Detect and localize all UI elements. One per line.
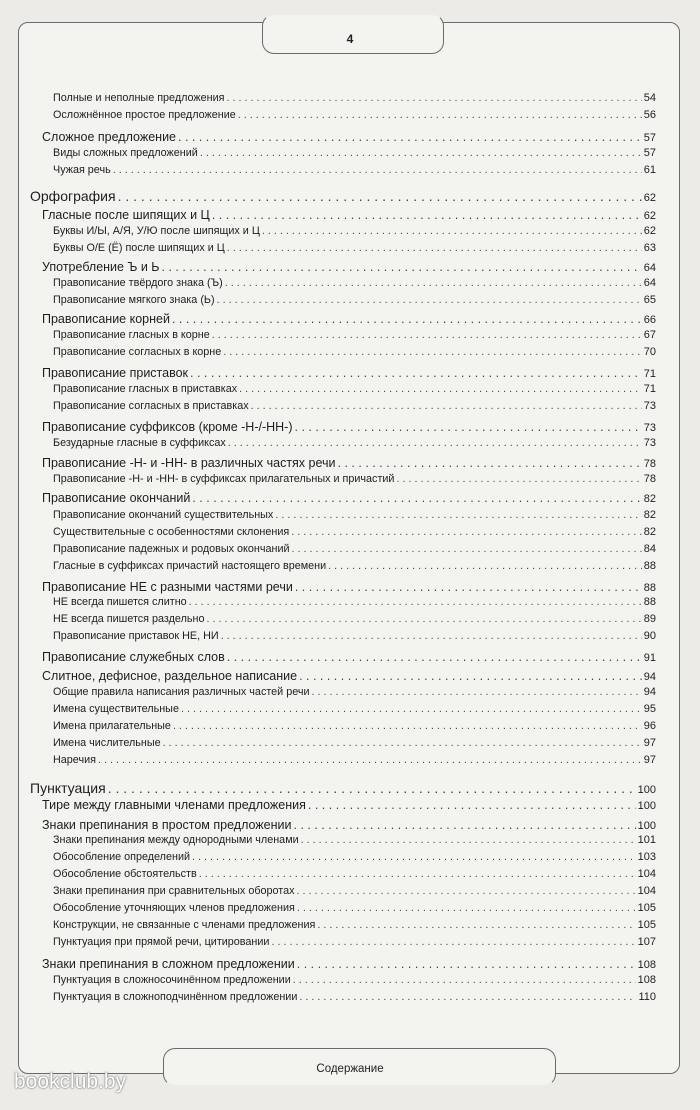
toc-entry-title: Правописание согласных в корне xyxy=(53,346,222,358)
dot-leader xyxy=(189,596,642,608)
toc-page-number: 100 xyxy=(637,800,656,812)
toc-entry-title: Пунктуация при прямой речи, цитировании xyxy=(53,936,270,948)
dot-leader xyxy=(308,798,636,812)
toc-page-number: 73 xyxy=(643,422,656,434)
dot-leader xyxy=(227,92,642,104)
dot-leader xyxy=(199,868,636,880)
toc-page-number: 94 xyxy=(643,686,656,698)
toc-page-number: 54 xyxy=(643,92,656,104)
toc-page-number: 82 xyxy=(643,493,656,505)
toc-entry xyxy=(53,703,656,715)
dot-leader xyxy=(293,974,636,986)
toc-page-number: 63 xyxy=(643,242,656,254)
toc-entry xyxy=(53,526,656,538)
dot-leader xyxy=(163,737,642,749)
toc-entry xyxy=(53,509,656,521)
toc-page-number: 96 xyxy=(643,720,656,732)
toc-chapter xyxy=(42,366,656,380)
toc-entry-title: Виды сложных предложений xyxy=(53,147,198,159)
toc-page-number: 66 xyxy=(643,314,656,326)
toc-page-number: 88 xyxy=(643,582,656,594)
toc-page-number: 104 xyxy=(637,885,656,897)
toc-entry-title: Имена существительные xyxy=(53,703,179,715)
dot-leader xyxy=(297,902,636,914)
toc-entry-title: Слитное, дефисное, раздельное написание xyxy=(42,669,298,683)
toc-page-number: 56 xyxy=(643,109,656,121)
dot-leader xyxy=(200,147,642,159)
toc-page-number: 91 xyxy=(643,652,656,664)
toc-entry xyxy=(53,974,656,986)
toc-entry xyxy=(53,225,656,237)
dot-leader xyxy=(271,936,635,948)
toc-page-number: 95 xyxy=(643,703,656,715)
toc-page-number: 108 xyxy=(637,959,656,971)
toc-page-number: 65 xyxy=(643,294,656,306)
dot-leader xyxy=(192,491,641,505)
toc-entry-title: Знаки препинания в простом предложении xyxy=(42,818,292,832)
toc-entry-title: Гласные в суффиксах причастий настоящего времени xyxy=(53,560,327,572)
toc-page-number: 100 xyxy=(637,784,656,796)
toc-entry xyxy=(53,834,656,846)
dot-leader xyxy=(295,420,642,434)
toc-entry-title: Знаки препинания при сравнительных оборотах xyxy=(53,885,295,897)
toc-page-number: 97 xyxy=(643,754,656,766)
dot-leader xyxy=(212,329,642,341)
toc-entry-title: Правописание приставок xyxy=(42,366,189,380)
dot-leader xyxy=(291,526,642,538)
toc-page-number: 71 xyxy=(643,368,656,380)
toc-page-number: 104 xyxy=(637,868,656,880)
dot-leader xyxy=(227,242,642,254)
toc-entry-title: Правописание суффиксов (кроме -Н-/-НН-) xyxy=(42,420,293,434)
toc-entry-title: Буквы О/Е (Ё) после шипящих и Ц xyxy=(53,242,225,254)
toc-chapter xyxy=(42,491,656,505)
toc-entry-title: Осложнённое простое предложение xyxy=(53,109,236,121)
dot-leader xyxy=(190,366,642,380)
toc-entry xyxy=(53,613,656,625)
toc-chapter xyxy=(42,798,656,812)
dot-leader xyxy=(396,473,641,485)
toc-entry-title: Правописание мягкого знака (Ь) xyxy=(53,294,215,306)
toc-page-number: 84 xyxy=(643,543,656,555)
toc-page-number: 64 xyxy=(643,262,656,274)
dot-leader xyxy=(225,277,642,289)
toc-page-number: 57 xyxy=(643,132,656,144)
toc-entry-title: НЕ всегда пишется слитно xyxy=(53,596,187,608)
toc-entry xyxy=(53,885,656,897)
dot-leader xyxy=(239,383,642,395)
toc-entry xyxy=(53,400,656,412)
dot-leader xyxy=(238,109,642,121)
dot-leader xyxy=(299,991,636,1003)
dot-leader xyxy=(212,208,642,222)
toc-page-number: 67 xyxy=(643,329,656,341)
toc-page-number: 110 xyxy=(638,991,656,1003)
dot-leader xyxy=(292,543,642,555)
toc-entry-title: Правописание согласных в приставках xyxy=(53,400,249,412)
dot-leader xyxy=(262,225,642,237)
toc-entry-title: Правописание окончаний xyxy=(42,491,191,505)
toc-page-number: 62 xyxy=(643,192,656,204)
toc-entry xyxy=(53,737,656,749)
dot-leader xyxy=(192,851,636,863)
toc-page-number: 90 xyxy=(643,630,656,642)
toc-entry xyxy=(53,109,656,121)
dot-leader xyxy=(113,164,642,176)
toc-entry-title: Знаки препинания в сложном предложении xyxy=(42,957,295,971)
watermark: bookclub.by xyxy=(14,1070,127,1093)
dot-leader xyxy=(228,437,642,449)
toc-page-number: 108 xyxy=(637,974,656,986)
toc-entry-title: Обособление обстоятельств xyxy=(53,868,197,880)
toc-entry xyxy=(53,92,656,104)
toc-entry-title: Чужая речь xyxy=(53,164,111,176)
toc-entry xyxy=(53,936,656,948)
toc-chapter xyxy=(42,456,656,470)
toc-entry-title: Правописание -Н- и -НН- в различных частях речи xyxy=(42,456,336,470)
toc-entry-title: Буквы И/Ы, А/Я, У/Ю после шипящих и Ц xyxy=(53,225,260,237)
dot-leader xyxy=(118,188,642,204)
toc-chapter xyxy=(42,650,656,664)
toc-page-number: 101 xyxy=(637,834,656,846)
toc-entry-title: Конструкции, не связанные с членами предложения xyxy=(53,919,316,931)
toc-page-number: 78 xyxy=(643,458,656,470)
toc-page-number: 88 xyxy=(643,596,656,608)
toc-entry xyxy=(53,346,656,358)
toc-page-number: 73 xyxy=(643,437,656,449)
dot-leader xyxy=(297,957,636,971)
toc-entry xyxy=(53,868,656,880)
toc-entry-title: Безударные гласные в суффиксах xyxy=(53,437,226,449)
toc-page-number: 97 xyxy=(643,737,656,749)
toc-entry-title: Знаки препинания между однородными членами xyxy=(53,834,299,846)
toc-entry-title: Имена числительные xyxy=(53,737,161,749)
toc-page-number: 57 xyxy=(643,147,656,159)
toc-page-number: 61 xyxy=(643,164,656,176)
page-number: 4 xyxy=(346,32,354,46)
toc-chapter xyxy=(42,208,656,222)
toc-entry-title: Обособление уточняющих членов предложения xyxy=(53,902,295,914)
toc-entry xyxy=(53,919,656,931)
toc-entry-title: НЕ всегда пишется раздельно xyxy=(53,613,205,625)
toc-entry-title: Пунктуация xyxy=(30,780,106,796)
toc-entry xyxy=(53,720,656,732)
dot-leader xyxy=(275,509,641,521)
toc-entry-title: Гласные после шипящих и Ц xyxy=(42,208,210,222)
dot-leader xyxy=(223,346,641,358)
toc-page-number: 103 xyxy=(637,851,656,863)
dot-leader xyxy=(227,650,642,664)
toc-chapter xyxy=(42,420,656,434)
toc-entry xyxy=(53,630,656,642)
dot-leader xyxy=(108,780,636,796)
toc-entry xyxy=(53,164,656,176)
dot-leader xyxy=(206,613,641,625)
toc-section xyxy=(30,780,656,796)
dot-leader xyxy=(328,560,642,572)
toc-page-number: 82 xyxy=(643,526,656,538)
dot-leader xyxy=(173,720,642,732)
toc-chapter xyxy=(42,130,656,144)
toc-entry-title: Правописание твёрдого знака (Ъ) xyxy=(53,277,223,289)
dot-leader xyxy=(162,260,642,274)
toc-page-number: 73 xyxy=(643,400,656,412)
toc-entry xyxy=(53,543,656,555)
toc-page-number: 78 xyxy=(643,473,656,485)
toc-entry-title: Тире между главными членами предложения xyxy=(42,798,306,812)
toc-entry-title: Наречия xyxy=(53,754,96,766)
toc-entry xyxy=(53,991,656,1003)
toc-section xyxy=(30,188,656,204)
toc-entry xyxy=(53,560,656,572)
toc-entry-title: Правописание корней xyxy=(42,312,170,326)
dot-leader xyxy=(338,456,642,470)
footer-title: Содержание xyxy=(316,1063,384,1075)
toc-entry xyxy=(53,437,656,449)
toc-page-number: 100 xyxy=(637,820,656,832)
toc-page-number: 89 xyxy=(643,613,656,625)
toc-entry xyxy=(53,277,656,289)
toc-chapter xyxy=(42,669,656,683)
dot-leader xyxy=(178,130,642,144)
dot-leader xyxy=(317,919,635,931)
toc-entry-title: Орфография xyxy=(30,188,116,204)
toc-entry xyxy=(53,242,656,254)
dot-leader xyxy=(295,580,642,594)
dot-leader xyxy=(217,294,642,306)
dot-leader xyxy=(172,312,642,326)
toc-entry-title: Полные и неполные предложения xyxy=(53,92,225,104)
toc-entry-title: Общие правила написания различных частей речи xyxy=(53,686,310,698)
dot-leader xyxy=(251,400,642,412)
toc-entry xyxy=(53,851,656,863)
toc-page-number: 62 xyxy=(643,210,656,222)
toc-chapter xyxy=(42,312,656,326)
toc-entry-title: Пунктуация в сложносочинённом предложении xyxy=(53,974,291,986)
dot-leader xyxy=(98,754,642,766)
dot-leader xyxy=(299,669,642,683)
dot-leader xyxy=(297,885,636,897)
toc-page-number: 105 xyxy=(637,919,656,931)
toc-entry-title: Существительные с особенностями склонения xyxy=(53,526,290,538)
toc-entry-title: Правописание окончаний существительных xyxy=(53,509,274,521)
toc-chapter xyxy=(42,818,656,832)
toc-entry xyxy=(53,473,656,485)
toc-entry xyxy=(53,147,656,159)
toc-entry-title: Употребление Ъ и Ь xyxy=(42,260,160,274)
toc-entry-title: Правописание служебных слов xyxy=(42,650,225,664)
toc-entry xyxy=(53,754,656,766)
toc-entry xyxy=(53,329,656,341)
toc-page-number: 64 xyxy=(643,277,656,289)
toc-entry-title: Правописание НЕ с разными частями речи xyxy=(42,580,293,594)
toc-entry-title: Имена прилагательные xyxy=(53,720,171,732)
toc-entry-title: Правописание гласных в приставках xyxy=(53,383,238,395)
toc-entry xyxy=(53,596,656,608)
dot-leader xyxy=(181,703,642,715)
toc-entry-title: Правописание приставок НЕ, НИ xyxy=(53,630,219,642)
toc-entry xyxy=(53,686,656,698)
toc-page-number: 70 xyxy=(643,346,656,358)
toc-entry-title: Пунктуация в сложноподчинённом предложении xyxy=(53,991,298,1003)
dot-leader xyxy=(301,834,636,846)
toc-page-number: 82 xyxy=(643,509,656,521)
toc-page-number: 94 xyxy=(643,671,656,683)
dot-leader xyxy=(221,630,642,642)
toc-entry-title: Правописание -Н- и -НН- в суффиксах прилагательных и причастий xyxy=(53,473,395,485)
toc-chapter xyxy=(42,957,656,971)
toc-chapter xyxy=(42,260,656,274)
toc-page-number: 88 xyxy=(643,560,656,572)
toc-page-number: 71 xyxy=(643,383,656,395)
toc-entry xyxy=(53,902,656,914)
toc-page-number: 105 xyxy=(637,902,656,914)
toc-entry-title: Обособление определений xyxy=(53,851,191,863)
toc-entry-title: Правописание гласных в корне xyxy=(53,329,210,341)
toc-page-number: 62 xyxy=(643,225,656,237)
toc-entry-title: Сложное предложение xyxy=(42,130,177,144)
dot-leader xyxy=(312,686,642,698)
toc-chapter xyxy=(42,580,656,594)
toc-entry-title: Правописание падежных и родовых окончаний xyxy=(53,543,290,555)
toc-entry xyxy=(53,383,656,395)
dot-leader xyxy=(294,818,636,832)
toc-entry xyxy=(53,294,656,306)
toc-page-number: 107 xyxy=(637,936,656,948)
